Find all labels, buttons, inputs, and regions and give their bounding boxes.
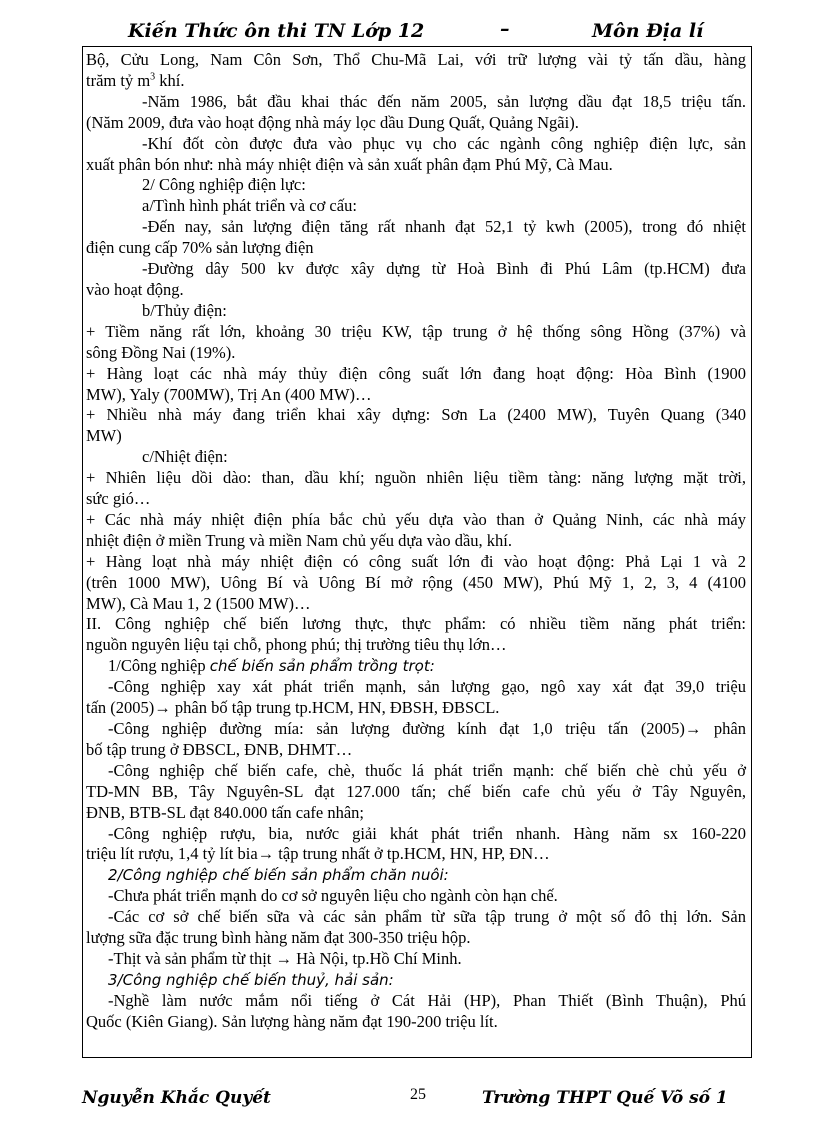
text-line: + Nhiều nhà máy đang triển khai xây dựng: Sơn La (2400 MW), Tuyên Quang (340 bbox=[86, 405, 746, 425]
section-heading: 2/ Công nghiệp điện lực: bbox=[142, 175, 306, 195]
page-footer bbox=[82, 1086, 754, 1112]
subsection-heading: a/Tình hình phát triển và cơ cấu: bbox=[142, 196, 357, 216]
text-line: (Năm 2009, đưa vào hoạt động nhà máy lọc dầu Dung Quất, Quảng Ngãi). bbox=[86, 112, 579, 132]
text-line: -Thịt và sản phẩm từ thịt → Hà Nội, tp.Hồ Chí Minh. bbox=[108, 948, 462, 968]
subsection-heading: b/Thủy điện: bbox=[142, 300, 227, 320]
text-line: nguồn nguyên liệu tại chỗ, phong phú; thị trường tiêu thụ lớn… bbox=[86, 635, 507, 655]
text-line: điện cung cấp 70% sản lượng điện bbox=[86, 238, 314, 258]
page-number: 25 bbox=[410, 1086, 426, 1103]
text-line: xuất phân bón như: nhà máy nhiệt điện và sản xuất phân đạm Phú Mỹ, Cà Mau. bbox=[86, 154, 613, 174]
text-line: Quốc (Kiên Giang). Sản lượng hàng năm đạt 190-200 triệu lít. bbox=[86, 1011, 498, 1031]
text-line: trăm tỷ $m^3$ khí. bbox=[86, 70, 185, 90]
text-line: -Các cơ sở chế biến sữa và các sản phẩm từ sữa tập trung ở một số đô thị lớn. Sản bbox=[108, 907, 746, 927]
text-line: -Năm 1986, bắt đầu khai thác đến năm 2005, sản lượng dầu đạt 18,5 triệu tấn. bbox=[142, 91, 746, 111]
footer-author: Nguyễn Khắc Quyết bbox=[82, 1088, 271, 1108]
text-line: triệu lít rượu, 1,4 tỷ lít bia→ tập trung nhất ở tp.HCM, HN, HP, ĐN… bbox=[86, 844, 550, 864]
text-line: -Đến nay, sản lượng điện tăng rất nhanh đạt 52,1 tỷ kwh (2005), trong đó nhiệt bbox=[142, 217, 746, 237]
content-frame bbox=[82, 46, 752, 1058]
text-line: -Khí đốt còn được đưa vào phục vụ cho các ngành công nghiệp điện lực, sản bbox=[142, 133, 746, 153]
text-line: MW), Yaly (700MW), Trị An (400 MW)… bbox=[86, 384, 372, 404]
footer-school: Trường THPT Quế Võ số 1 bbox=[482, 1088, 728, 1108]
text-line: -Công nghiệp xay xát phát triển mạnh, sản lượng gạo, ngô xay xát đạt 39,0 triệu bbox=[108, 677, 746, 697]
text-line: + Các nhà máy nhiệt điện phía bắc chủ yếu dựa vào than ở Quảng Ninh, các nhà máy bbox=[86, 509, 746, 529]
header-dash: – bbox=[500, 18, 510, 40]
text-line: lượng sữa đặc trung bình hàng năm đạt 300-350 triệu hộp. bbox=[86, 928, 471, 948]
subsection-heading: 2/Công nghiệp chế biến sản phẩm chăn nuôi: bbox=[108, 866, 449, 885]
text-line: bố tập trung ở ĐBSCL, ĐNB, DHMT… bbox=[86, 739, 353, 759]
text-line: -Nghề làm nước mắm nổi tiếng ở Cát Hải (HP), Phan Thiết (Bình Thuận), Phú bbox=[108, 990, 746, 1010]
arrow-right-icon: → bbox=[684, 719, 702, 738]
text-line: -Đường dây 500 kv được xây dựng từ Hoà Bình đi Phú Lâm (tp.HCM) đưa bbox=[142, 259, 746, 279]
subsection-heading: c/Nhiệt điện: bbox=[142, 447, 228, 467]
text-line: ĐNB, BTB-SL đạt 840.000 tấn cafe nhân; bbox=[86, 802, 365, 822]
header-subject: Môn Địa lí bbox=[592, 20, 704, 42]
text-line: MW) bbox=[86, 426, 122, 446]
text-line: vào hoạt động. bbox=[86, 279, 184, 299]
text-line: sông Đồng Nai (19%). bbox=[86, 342, 236, 362]
header-course-title: Kiến Thức ôn thi TN Lớp 12 bbox=[128, 20, 425, 42]
text-line: nhiệt điện ở miền Trung và miền Nam chủ yếu dựa vào dầu, khí. bbox=[86, 530, 512, 550]
arrow-right-icon: → bbox=[154, 698, 171, 718]
text-line: tấn (2005)→ phân bố tập trung tp.HCM, HN, ĐBSH, ĐBSCL. bbox=[86, 698, 500, 718]
arrow-right-icon: → bbox=[257, 844, 275, 864]
text-line: + Hàng loạt nhà máy nhiệt điện có công suất lớn đi vào hoạt động: Phả Lại 1 và 2 bbox=[86, 551, 746, 571]
text-line: Bộ, Cửu Long, Nam Côn Sơn, Thổ Chu-Mã Lai, với trữ lượng vài tỷ tấn dầu, hàng bbox=[86, 50, 746, 69]
arrow-right-icon: → bbox=[275, 948, 292, 968]
text-line: -Chưa phát triển mạnh do cơ sở nguyên liệu cho ngành còn hạn chế. bbox=[108, 886, 558, 906]
page-header bbox=[82, 18, 754, 44]
text-line: MW), Cà Mau 1, 2 (1500 MW)… bbox=[86, 593, 311, 613]
text-line: -Công nghiệp đường mía: sản lượng đường kính đạt 1,0 triệu tấn (2005)→ phân bbox=[108, 719, 746, 738]
section-heading: II. Công nghiệp chế biến lương thực, thực phẩm: có nhiều tiềm năng phát triển: bbox=[86, 614, 746, 634]
text-line: + Hàng loạt các nhà máy thủy điện công suất lớn đang hoạt động: Hòa Bình (1900 bbox=[86, 363, 746, 383]
text-line: (trên 1000 MW), Uông Bí và Uông Bí mở rộng (450 MW), Phú Mỹ 1, 2, 3, 4 (4100 bbox=[86, 572, 746, 592]
text-line: + Nhiên liệu dồi dào: than, dầu khí; nguồn nhiên liệu tiềm tàng: năng lượng mặt trời, bbox=[86, 468, 746, 488]
text-line: -Công nghiệp rượu, bia, nước giải khát phát triển nhanh. Hàng năm sx 160-220 bbox=[108, 823, 746, 843]
text-line: sức gió… bbox=[86, 489, 151, 509]
subsection-heading: 3/Công nghiệp chế biến thuỷ, hải sản: bbox=[108, 970, 394, 989]
text-line: TD-MN BB, Tây Nguyên-SL đạt 127.000 tấn; chế biến cafe chủ yếu ở Tây Nguyên, bbox=[86, 781, 746, 801]
subsection-heading: 1/Công nghiệp chế biến sản phẩm trồng trọt: bbox=[108, 656, 435, 676]
text-line: -Công nghiệp chế biến cafe, chè, thuốc lá phát triển mạnh: chế biến chè chủ yếu ở bbox=[108, 760, 746, 780]
text-line: + Tiềm năng rất lớn, khoảng 30 triệu KW, tập trung ở hệ thống sông Hồng (37%) và bbox=[86, 321, 746, 341]
